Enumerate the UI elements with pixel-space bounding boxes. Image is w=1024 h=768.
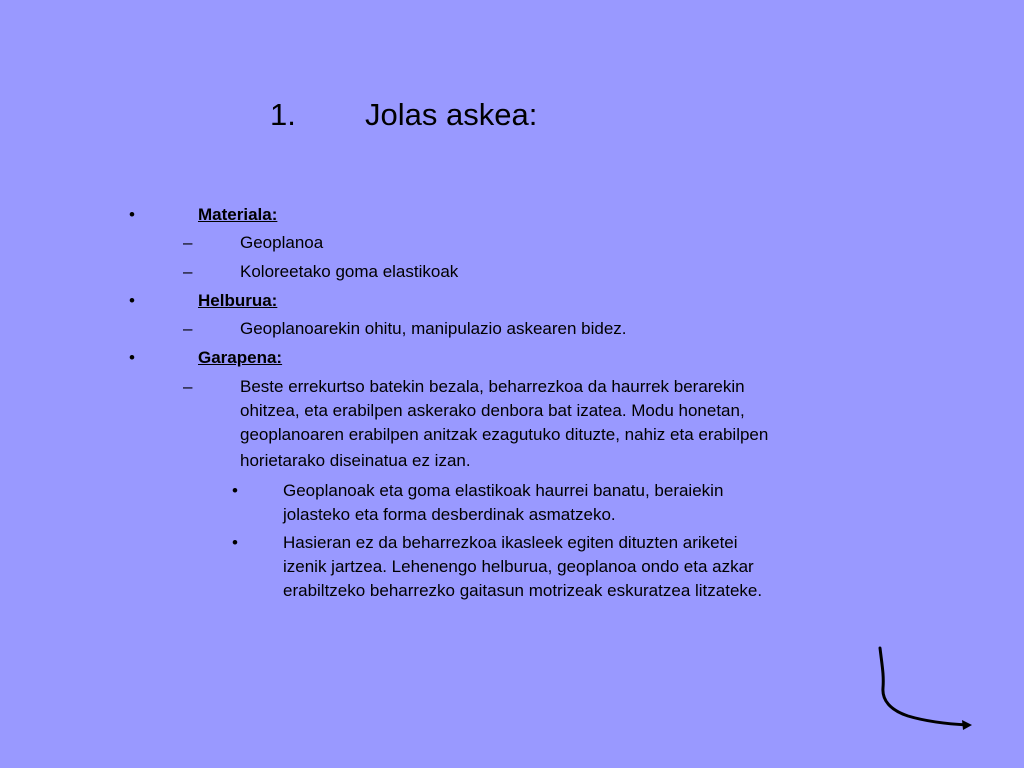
section-heading-helburua: Helburua:	[198, 291, 278, 310]
dash-marker: –	[183, 377, 193, 396]
section-heading-materiala: Materiala:	[198, 205, 278, 224]
list-item: Geoplanoa	[240, 233, 324, 252]
title-text: Jolas askea:	[365, 97, 538, 132]
bullet-marker: •	[232, 533, 238, 552]
section-heading-garapena: Garapena:	[198, 348, 283, 367]
dash-marker: –	[183, 262, 193, 281]
dash-marker: –	[183, 319, 193, 338]
sub-bullet-line: erabiltzeko beharrezko gaitasun motrizeak eskuratzea litzateke.	[283, 581, 763, 600]
bullet-marker: •	[129, 205, 135, 224]
paragraph-line: ohitzea, eta erabilpen askerako denbora bat izatea. Modu honetan,	[240, 401, 745, 420]
dash-marker: –	[183, 233, 193, 252]
list-item: Geoplanoarekin ohitu, manipulazio askearen bidez.	[240, 319, 627, 338]
sub-bullet-line: Hasieran ez da beharrezkoa ikasleek egiten dituzten ariketei	[283, 533, 738, 552]
paragraph-line: Beste errekurtso batekin bezala, beharrezkoa da haurrek berarekin	[240, 377, 745, 396]
title-number: 1.	[270, 97, 296, 132]
bullet-marker: •	[232, 481, 238, 500]
sub-bullet-line: Geoplanoak eta goma elastikoak haurrei banatu, beraiekin	[283, 481, 724, 500]
list-item: Koloreetako goma elastikoak	[240, 262, 459, 281]
paragraph-line: geoplanoaren erabilpen anitzak ezagutuko dituzte, nahiz eta erabilpen	[240, 425, 769, 444]
bullet-marker: •	[129, 348, 135, 367]
paragraph-line: horietarako diseinatua ez izan.	[240, 451, 471, 470]
curved-arrow-right-icon[interactable]	[868, 640, 983, 740]
bullet-marker: •	[129, 291, 135, 310]
sub-bullet-line: izenik jartzea. Lehenengo helburua, geoplanoa ondo eta azkar	[283, 557, 754, 576]
sub-bullet-line: jolasteko eta forma desberdinak asmatzeko.	[283, 505, 616, 524]
